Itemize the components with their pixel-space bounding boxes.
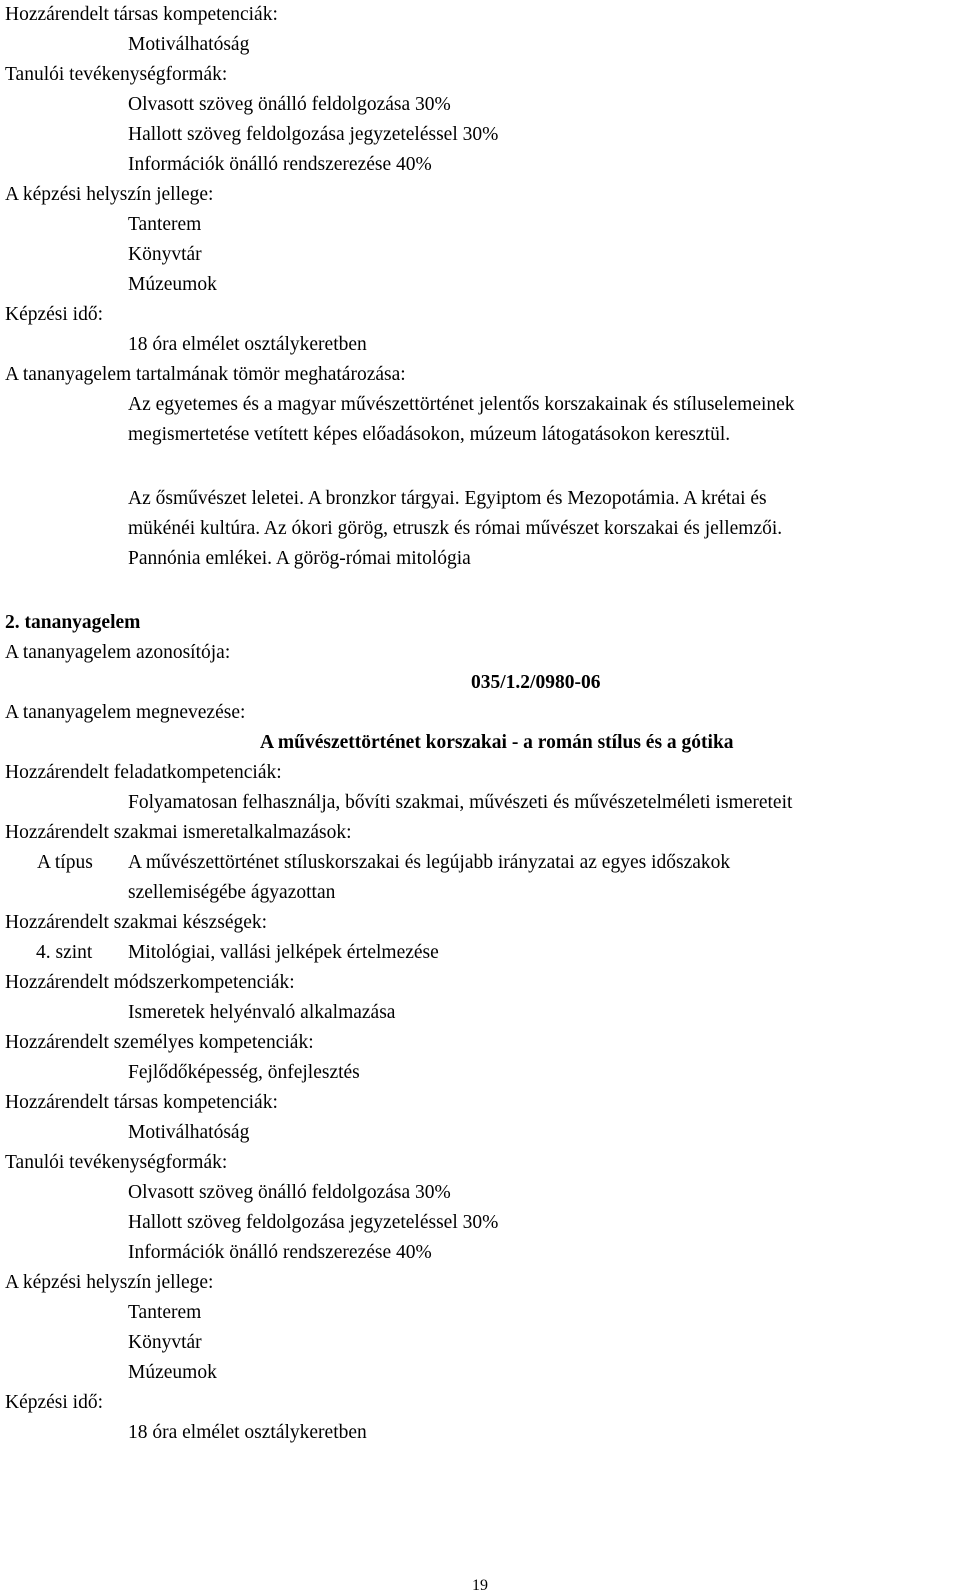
list-item: Múzeumok xyxy=(128,1362,217,1383)
label-tevekenysegformak: Tanulói tevékenységformák: xyxy=(5,64,228,85)
label-helyszin: A képzési helyszín jellege: xyxy=(5,1272,214,1293)
value-kepzesi-ido: 18 óra elmélet osztálykeretben xyxy=(128,334,367,355)
list-item: Információk önálló rendszerezése 40% xyxy=(128,1242,432,1263)
label-feladatkompetenciak: Hozzárendelt feladatkompetenciák: xyxy=(5,762,282,783)
ismeret-line: A művészettörténet stíluskorszakai és legújabb irányzatai az egyes időszakok xyxy=(128,852,731,873)
list-item: Könyvtár xyxy=(128,1332,202,1353)
document-page xyxy=(5,0,955,1448)
value-kepzesi-ido: 18 óra elmélet osztálykeretben xyxy=(128,1422,367,1443)
label-helyszin: A képzési helyszín jellege: xyxy=(5,184,214,205)
list-item: Tanterem xyxy=(128,214,202,235)
ismeret-type: A típus xyxy=(37,852,93,873)
section-heading: 2. tananyagelem xyxy=(5,612,141,633)
tartalom-line: Az egyetemes és a magyar művészettörténet jelentős korszakainak és stíluselemeinek xyxy=(128,394,795,415)
label-tarsas-kompetenciak: Hozzárendelt társas kompetenciák: xyxy=(5,1092,278,1113)
label-azonosito: A tananyagelem azonosítója: xyxy=(5,642,231,663)
label-szemelyes-kompetenciak: Hozzárendelt személyes kompetenciák: xyxy=(5,1032,314,1053)
list-item: Olvasott szöveg önálló feldolgozása 30% xyxy=(128,1182,451,1203)
value-azonosito: 035/1.2/0980-06 xyxy=(471,672,601,693)
label-tevekenysegformak: Tanulói tevékenységformák: xyxy=(5,1152,228,1173)
leiras-line: mükénéi kultúra. Az ókori görög, etruszk és római művészet korszakai és jellemzői. xyxy=(128,518,783,539)
list-item: Hallott szöveg feldolgozása jegyzeteléssel 30% xyxy=(128,1212,499,1233)
label-keszsegek: Hozzárendelt szakmai készségek: xyxy=(5,912,268,933)
list-item: Hallott szöveg feldolgozása jegyzeteléssel 30% xyxy=(128,124,499,145)
label-megnevezes: A tananyagelem megnevezése: xyxy=(5,702,246,723)
leiras-line: Az ősművészet leletei. A bronzkor tárgyai. Egyiptom és Mezopotámia. A krétai és xyxy=(128,488,767,509)
tartalom-line: megismertetése vetített képes előadásokon, múzeum látogatásokon keresztül. xyxy=(128,424,731,445)
keszseg-row xyxy=(5,938,955,968)
value-feladatkompetenciak: Folyamatosan felhasználja, bővíti szakmai, művészeti és művészetelméleti ismereteit xyxy=(128,792,793,813)
label-kepzesi-ido: Képzési idő: xyxy=(5,304,104,325)
value-tarsas-kompetenciak: Motiválhatóság xyxy=(128,1122,250,1143)
label-kepzesi-ido: Képzési idő: xyxy=(5,1392,104,1413)
ismeret-row xyxy=(5,848,955,878)
spacer xyxy=(5,574,955,608)
spacer xyxy=(5,450,955,484)
list-item: Információk önálló rendszerezése 40% xyxy=(128,154,432,175)
list-item: Tanterem xyxy=(128,1302,202,1323)
list-item: Olvasott szöveg önálló feldolgozása 30% xyxy=(128,94,451,115)
list-item: Könyvtár xyxy=(128,244,202,265)
ismeret-line: szellemiségébe ágyazottan xyxy=(128,882,336,903)
label-tartalom: A tananyagelem tartalmának tömör meghatározása: xyxy=(5,364,406,385)
label-tarsas-kompetenciak: Hozzárendelt társas kompetenciák: xyxy=(5,4,278,25)
value-szemelyes-kompetenciak: Fejlődőképesség, önfejlesztés xyxy=(128,1062,360,1083)
keszseg-value: Mitológiai, vallási jelképek értelmezése xyxy=(128,942,439,963)
page-number: 19 xyxy=(472,1577,488,1594)
value-modszerkompetenciak: Ismeretek helyénvaló alkalmazása xyxy=(128,1002,396,1023)
value-megnevezes: A művészettörténet korszakai - a román stílus és a gótika xyxy=(260,732,734,753)
value-tarsas-kompetenciak: Motiválhatóság xyxy=(128,34,250,55)
label-modszerkompetenciak: Hozzárendelt módszerkompetenciák: xyxy=(5,972,295,993)
label-ismeretalkalmazasok: Hozzárendelt szakmai ismeretalkalmazások: xyxy=(5,822,352,843)
list-item: Múzeumok xyxy=(128,274,217,295)
leiras-line: Pannónia emlékei. A görög-római mitológia xyxy=(128,548,471,569)
keszseg-level: 4. szint xyxy=(36,942,93,963)
